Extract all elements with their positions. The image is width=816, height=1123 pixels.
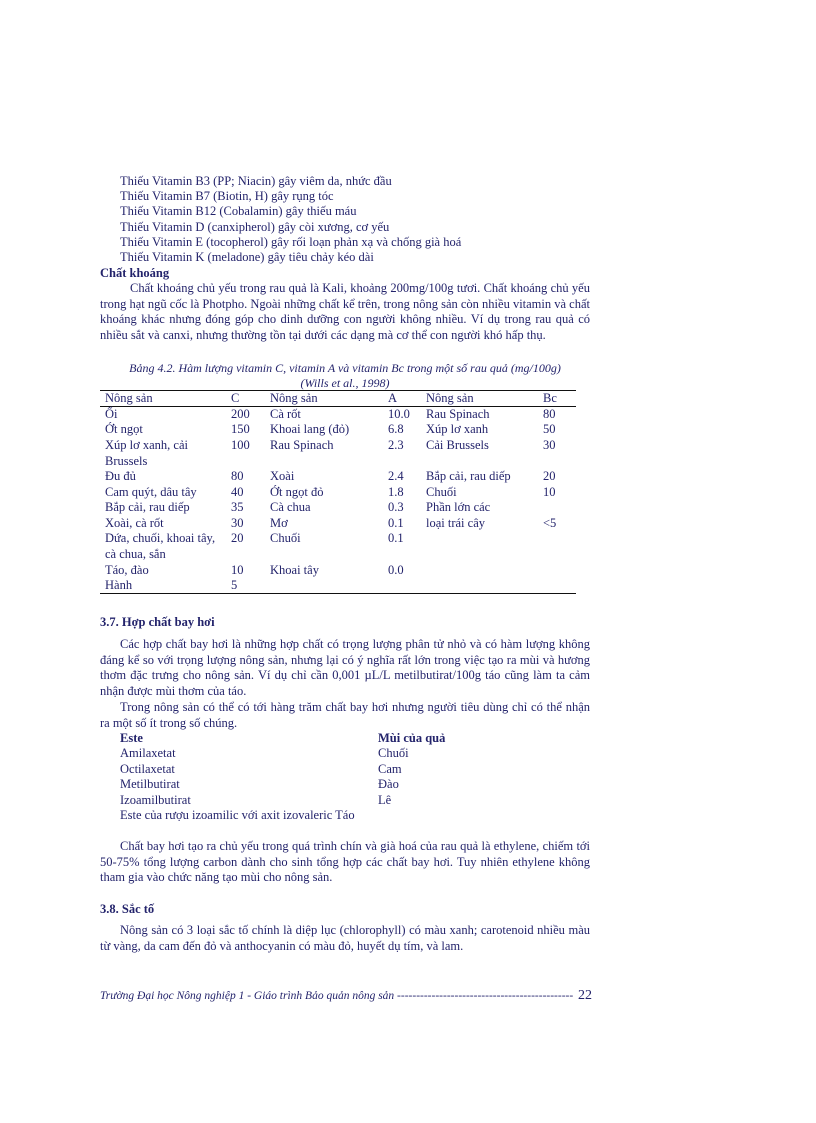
section-heading-pigment: 3.8. Sắc tố bbox=[100, 902, 155, 916]
table-cell-value: 6.8 bbox=[388, 422, 404, 436]
table-cell-value: 2.3 bbox=[388, 438, 404, 452]
table-cell-name: Cam quýt, dâu tây bbox=[105, 485, 197, 499]
table-cell-name: Ớt ngọt đỏ bbox=[270, 485, 324, 499]
table-cell-value: 50 bbox=[543, 422, 556, 436]
minerals-heading: Chất khoáng bbox=[100, 266, 170, 280]
fruit-scent: Lê bbox=[378, 793, 392, 807]
volatile-paragraph-2: Trong nông sản có thể có tới hàng trăm chất bay hơi nhưng người tiêu dùng chỉ có thể nhận ra một số ít trong số chúng. bbox=[100, 700, 590, 730]
table-cell-value: 10 bbox=[231, 563, 244, 577]
ester-name: Izoamilbutirat bbox=[120, 793, 191, 807]
fruit-column-header: Mùi của quả bbox=[378, 731, 446, 745]
fruit-scent: Chuối bbox=[378, 746, 409, 760]
table-cell-name: Hành bbox=[105, 578, 133, 592]
table-cell-name: Chuối bbox=[426, 485, 457, 499]
table-cell-value: 35 bbox=[231, 500, 244, 514]
vitamin-line: Thiếu Vitamin D (canxipherol) gây còi xương, cơ yếu bbox=[120, 220, 390, 234]
vitamin-line: Thiếu Vitamin E (tocopherol) gây rối loạn phản xạ và chống già hoá bbox=[120, 235, 462, 249]
vitamin-line: Thiếu Vitamin B7 (Biotin, H) gây rụng tóc bbox=[120, 189, 334, 203]
table-bottom-rule bbox=[100, 593, 576, 594]
table-cell-value: 40 bbox=[231, 485, 244, 499]
fruit-scent: Cam bbox=[378, 762, 402, 776]
table-cell-value: 0.1 bbox=[388, 516, 404, 530]
table-cell-name: Chuối bbox=[270, 531, 301, 545]
table-cell-value: 30 bbox=[231, 516, 244, 530]
table-cell-value: 10 bbox=[543, 485, 556, 499]
table-cell-value: 20 bbox=[231, 531, 244, 545]
ester-name: Metilbutirat bbox=[120, 777, 180, 791]
section-heading-volatile: 3.7. Hợp chất bay hơi bbox=[100, 615, 215, 629]
table-source: (Wills et al., 1998) bbox=[300, 376, 390, 390]
table-cell-name: Cải Brussels bbox=[426, 438, 489, 452]
table-header-rule bbox=[100, 406, 576, 407]
ester-column-header: Este bbox=[120, 731, 143, 745]
table-cell-value: 200 bbox=[231, 407, 250, 421]
table-header: Nông sản bbox=[270, 391, 318, 405]
minerals-paragraph: Chất khoáng chủ yếu trong rau quả là Kali, khoảng 200mg/100g tươi. Chất khoáng chủ yếu trong hạt ngũ cốc là Photpho. Ngoài những chất kể trên, trong nông sản còn nhiều vitamin và chất khoáng khác nhưng đóng góp cho dinh dưỡng con người không nhiều. Ví dụ trong rau quả có nhiều sắt và canxi, nhưng thường tồn tại dưới các dạng mà cơ thể con người khó hấp thụ. bbox=[100, 281, 590, 342]
table-cell-name: Xoài bbox=[270, 469, 295, 483]
table-cell-value: 2.4 bbox=[388, 469, 404, 483]
table-top-rule bbox=[100, 390, 576, 391]
table-cell-name: Đu đủ bbox=[105, 469, 136, 483]
table-cell-name: Cà rốt bbox=[270, 407, 301, 421]
table-header: A bbox=[388, 391, 398, 405]
table-cell-name: Bắp cải, rau diếp bbox=[426, 469, 511, 483]
table-cell-value: 30 bbox=[543, 438, 556, 452]
table-cell-value: 80 bbox=[543, 407, 556, 421]
ester-name: Amilaxetat bbox=[120, 746, 176, 760]
table-cell-name: Xoài, cà rốt bbox=[105, 516, 164, 530]
table-cell-value: 1.8 bbox=[388, 485, 404, 499]
table-header: Bc bbox=[543, 391, 557, 405]
page-footer: Trường Đại học Nông nghiệp 1 - Giáo trình Bảo quản nông sản ---------------------------------------------- bbox=[100, 990, 574, 1002]
vitamin-line: Thiếu Vitamin B12 (Cobalamin) gây thiếu máu bbox=[120, 204, 357, 218]
table-cell-value: 0.3 bbox=[388, 500, 404, 514]
table-cell-name: Táo, đào bbox=[105, 563, 149, 577]
table-cell-name: Ổi bbox=[105, 407, 118, 421]
volatile-paragraph-3: Chất bay hơi tạo ra chủ yếu trong quá trình chín và già hoá của rau quả là ethylene, chiếm tới 50-75% tổng lượng carbon dành cho sinh tổng hợp các chất bay hơi. Tuy nhiên ethylene không tham gia vào chức năng tạo mùi cho nông sản. bbox=[100, 839, 590, 884]
pigment-paragraph: Nông sản có 3 loại sắc tố chính là diệp lục (chlorophyll) có màu xanh; carotenoid nhiều màu từ vàng, da cam đến đỏ và anthocyanin có màu đỏ, huyết dụ tím, và lam. bbox=[100, 923, 590, 953]
ester-name: Octilaxetat bbox=[120, 762, 175, 776]
table-cell-name: Khoai lang (đỏ) bbox=[270, 422, 350, 436]
table-cell-value: 5 bbox=[231, 578, 238, 592]
table-header: Nông sản bbox=[426, 391, 474, 405]
table-cell-name: Rau Spinach bbox=[426, 407, 490, 421]
table-cell-name: Khoai tây bbox=[270, 563, 319, 577]
table-cell-value: <5 bbox=[543, 516, 557, 530]
table-cell-name: Xúp lơ xanh bbox=[426, 422, 489, 436]
table-cell-name: Phần lớn các loại trái cây bbox=[426, 500, 491, 530]
volatile-paragraph-1: Các hợp chất bay hơi là những hợp chất có trọng lượng phân tử nhỏ và có hàm lượng không đáng kể so với trọng lượng nông sản, nhưng lại có ý nghĩa rất lớn trong việc tạo ra mùi và hương thơm đặc trưng cho nông sản. Ví dụ chỉ cần 0,001 µL/L metilbutirat/100g táo cũng làm ta cảm nhận được mùi thơm của táo. bbox=[100, 637, 590, 698]
table-cell-value: 20 bbox=[543, 469, 556, 483]
vitamin-line: Thiếu Vitamin K (meladone) gây tiêu chảy kéo dài bbox=[120, 250, 374, 264]
table-cell-name: Rau Spinach bbox=[270, 438, 334, 452]
table-cell-value: 150 bbox=[231, 422, 250, 436]
table-cell-value: 0.1 bbox=[388, 531, 404, 545]
table-cell-value: 0.0 bbox=[388, 563, 404, 577]
fruit-scent: Đào bbox=[378, 777, 399, 791]
table-cell-name: Ớt ngọt bbox=[105, 422, 143, 436]
table-caption: Bảng 4.2. Hàm lượng vitamin C, vitamin A và vitamin Bc trong một số rau quả (mg/100g) bbox=[129, 361, 561, 375]
vitamin-line: Thiếu Vitamin B3 (PP; Niacin) gây viêm da, nhức đầu bbox=[120, 174, 392, 188]
table-cell-value: 100 bbox=[231, 438, 250, 452]
table-header: Nông sản bbox=[105, 391, 153, 405]
table-cell-value: 10.0 bbox=[388, 407, 410, 421]
table-cell-name: Bắp cải, rau diếp bbox=[105, 500, 190, 514]
ester-last-row: Este của rượu izoamilic với axit izovaleric Táo bbox=[120, 808, 355, 822]
table-header: C bbox=[231, 391, 240, 405]
table-cell-name: Cà chua bbox=[270, 500, 311, 514]
table-cell-name: Mơ bbox=[270, 516, 288, 530]
table-cell-name: Dứa, chuối, khoai tây, cà chua, sắn bbox=[105, 531, 216, 561]
table-cell-name: Xúp lơ xanh, cải Brussels bbox=[105, 438, 188, 468]
table-cell-value: 80 bbox=[231, 469, 244, 483]
page-number: 22 bbox=[578, 988, 592, 1003]
